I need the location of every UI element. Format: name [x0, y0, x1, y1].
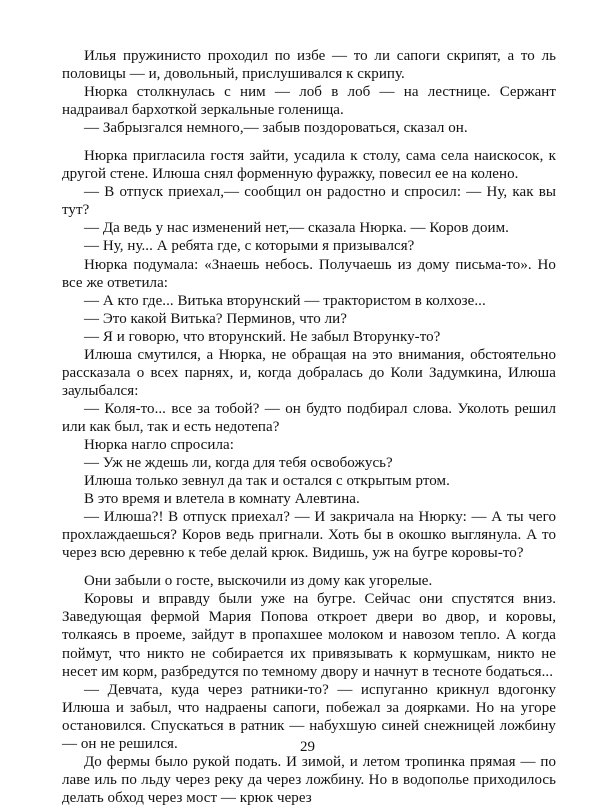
paragraph: — В отпуск приехал,— сообщил он радостно и спросил: — Ну, как вы тут? [62, 184, 556, 219]
paragraph: — Ну, ну... А ребята где, с которыми я призывался? [84, 238, 415, 255]
paragraph: Коровы и вправду были уже на бугре. Сейчас они спустятся вниз. Заведующая фермой Мария Попова откроет двери во двор, и коровы, толкаясь в проеме, зайдут в пропахшее молоком и навозом тепло. А когда поймут, что никто не собирается их привязывать к кормушкам, никто не несет им корм, разбредутся по темному двору и начнут в тесноте бодаться... [62, 591, 556, 680]
paragraph: Нюрка нагло спросила: [84, 436, 234, 453]
paragraph: Илюша только зевнул да так и остался с открытым ртом. [84, 473, 450, 490]
paragraph: — Коля-то... все за тобой? — он будто подбирал слова. Уколоть решил или как был, так и есть недотепа? [62, 400, 556, 435]
paragraph: — Да ведь у нас изменений нет,— сказала Нюрка. — Коров доим. [84, 220, 509, 237]
paragraph: — Забрызгался немного,— забыв поздороваться, сказал он. [84, 120, 468, 137]
paragraph: Нюрка столкнулась с ним — лоб в лоб — на лестнице. Сержант надраивал бархоткой зеркальные голенища. [62, 84, 556, 119]
paragraph: До фермы было рукой подать. И зимой, и летом тропинка прямая — по лаве иль по льду через реку да через ложбину. Но в водополье приходилось делать обход через мост — крюк через [62, 753, 556, 806]
paragraph: — А кто где... Витька вторунский — трактористом в колхозе... [84, 292, 486, 309]
paragraph: Они забыли о госте, выскочили из дому как угорелые. [84, 573, 433, 590]
paragraph: Нюрка подумала: «Знаешь небось. Получаешь из дому письма-то». Но все же ответила: [62, 256, 556, 291]
paragraph: — Уж не ждешь ли, когда для тебя освобожусь? [84, 455, 393, 472]
page-number: 29 [300, 739, 315, 755]
paragraph: — Я и говорю, что вторунский. Не забыл Вторунку-то? [84, 328, 441, 345]
paragraph: — Девчата, куда через ратники-то? — испуганно крикнул вдогонку Илюша и забыл, что надраены сапоги, побежал за доярками. Но на угоре остановился. Спускаться в ратник — набухшую синей снежницей ложбину — он не решился. [62, 681, 556, 752]
paragraph: — Илюша?! В отпуск приехал? — И закричала на Нюрку: — А ты чего прохлаждаешься? Коров ведь пригнали. Хоть бы в окошко выглянула. А то через всю деревню к тебе делай крюк. Видишь, уж на бугре коровы-то? [62, 509, 556, 562]
page-text [62, 47, 556, 807]
paragraph: Илья пружинисто проходил по избе — то ли сапоги скрипят, а то ль половицы — и, довольный, прислушивался к скрипу. [62, 48, 556, 83]
paragraph: Илюша смутился, а Нюрка, не обращая на это внимания, обстоятельно рассказала о всех парнях, и, когда добралась до Коли Задумкина, Илюша заулыбался: [62, 346, 556, 399]
paragraph: В это время и влетела в комнату Алевтина. [84, 491, 360, 508]
paragraph: Нюрка пригласила гостя зайти, усадила к столу, сама села наискосок, к другой стене. Илюша снял форменную фуражку, повесил ее на колено. [62, 148, 556, 183]
paragraph: — Это какой Витька? Перминов, что ли? [84, 310, 347, 327]
